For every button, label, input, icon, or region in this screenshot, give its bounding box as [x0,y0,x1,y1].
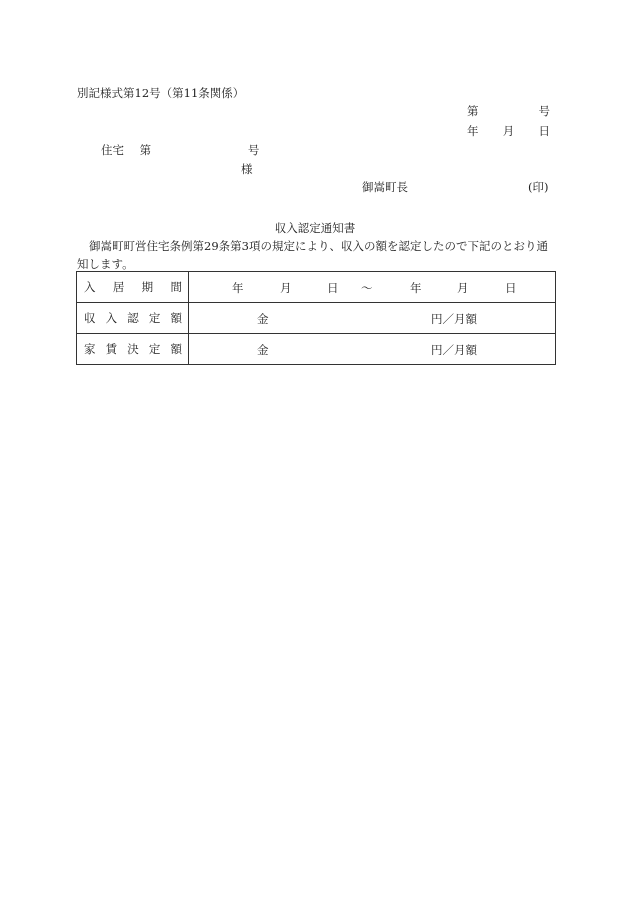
notice-number [467,104,550,118]
period-year2: 年 [410,281,422,295]
address-dai: 第 [139,143,152,157]
table-row-rent [77,334,556,365]
address-line [101,143,259,157]
date-year: 年 [467,124,479,138]
date-day: 日 [538,124,550,138]
period-year1: 年 [232,281,244,295]
table-row-period [77,272,556,303]
period-month2: 月 [457,281,469,295]
issuer-name: 御嵩町長 [362,180,408,194]
info-table [76,271,556,365]
income-unit: 円／月額 [431,312,477,326]
period-day1: 日 [327,281,339,295]
date-month: 月 [502,124,515,138]
seal-mark: (印) [528,180,549,194]
rent-value [189,334,556,365]
issue-date [467,124,550,138]
recipient-suffix: 様 [241,162,253,176]
body-text: 御嵩町町営住宅条例第29条第3項の規定により、収入の額を認定したので下記のとおり通知します。 [77,239,548,271]
rent-unit: 円／月額 [431,343,477,357]
notice-number-prefix: 第 [467,104,479,118]
form-number: 別記様式第12号（第11条関係） [77,86,245,100]
income-value [189,303,556,334]
label-shunyu-nintei-gaku: 収 入 認 定 額 [77,303,189,334]
label-yachin-kettei-gaku: 家 賃 決 定 額 [77,334,189,365]
period-tilde: ～ [361,281,373,295]
period-value [189,272,556,303]
income-kin: 金 [257,312,269,326]
document-title: 収入認定通知書 [274,221,356,235]
notice-number-suffix: 号 [538,104,550,118]
label-nyukyo-kikan: 入 居 期 間 [77,272,189,303]
period-month1: 月 [280,281,292,295]
address-label: 住宅 [101,143,124,157]
address-go: 号 [247,143,260,157]
rent-kin: 金 [257,343,269,357]
period-day2: 日 [505,281,517,295]
table-row-income [77,303,556,334]
